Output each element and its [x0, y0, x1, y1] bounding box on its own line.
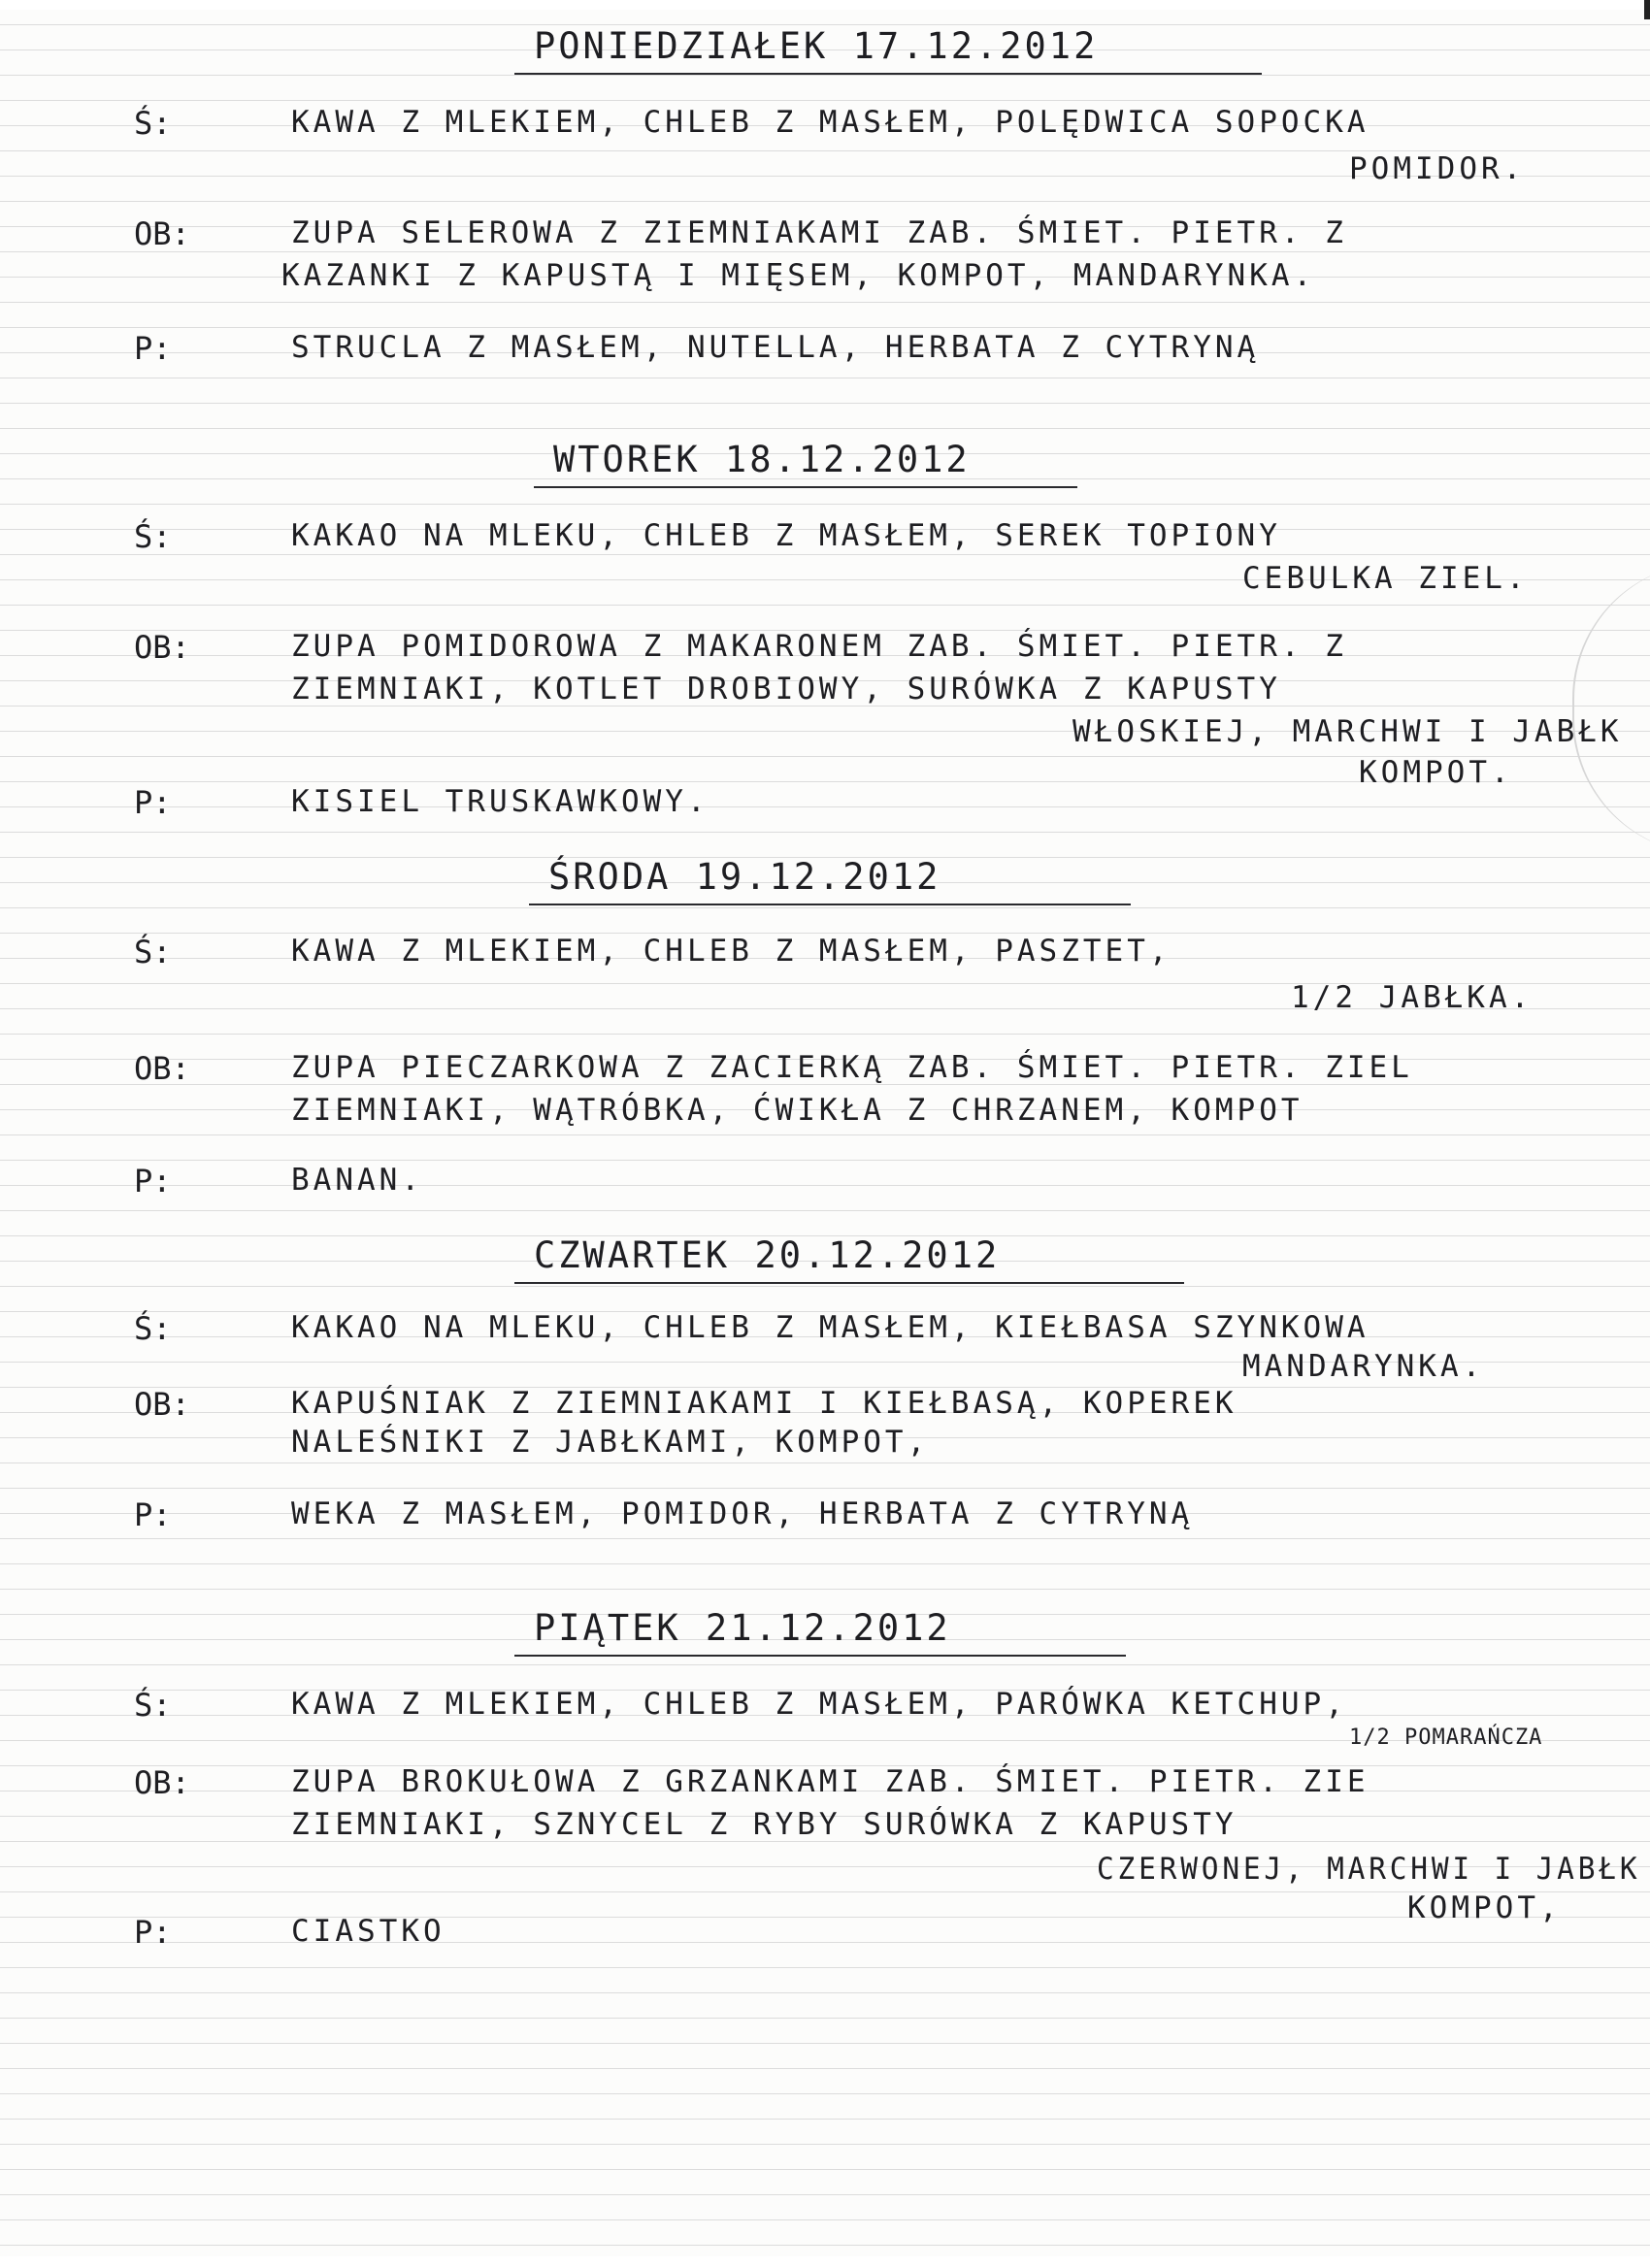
- meal-line: KAZANKI Z KAPUSTĄ I MIĘSEM, KOMPOT, MANDARYNKA.: [281, 258, 1316, 293]
- meal-line: MANDARYNKA.: [1242, 1349, 1485, 1384]
- meal-label: P:: [134, 1496, 172, 1533]
- meal-line: POMIDOR.: [1349, 151, 1526, 186]
- meal-label: OB:: [134, 1386, 190, 1423]
- meal-line: KAWA Z MLEKIEM, CHLEB Z MASŁEM, POLĘDWICA SOPOCKA: [291, 105, 1370, 140]
- meal-label: P:: [134, 1163, 172, 1200]
- meal-line: CEBULKA ZIEL.: [1242, 561, 1529, 596]
- meal-label: Ś:: [134, 1687, 172, 1724]
- meal-line: NALEŚNIKI Z JABŁKAMI, KOMPOT,: [291, 1425, 930, 1460]
- meal-line: ZUPA POMIDOROWA Z MAKARONEM ZAB. ŚMIET. PIETR. Z: [291, 629, 1347, 664]
- page-fold-crease: [1572, 563, 1650, 854]
- meal-label: Ś:: [134, 934, 172, 970]
- meal-line: ZIEMNIAKI, SZNYCEL Z RYBY SURÓWKA Z KAPUSTY: [291, 1807, 1238, 1842]
- meal-label: Ś:: [134, 518, 172, 555]
- meal-line: STRUCLA Z MASŁEM, NUTELLA, HERBATA Z CYTRYNĄ: [291, 330, 1260, 365]
- meal-line: WEKA Z MASŁEM, POMIDOR, HERBATA Z CYTRYNĄ: [291, 1496, 1194, 1531]
- day-heading: CZWARTEK 20.12.2012: [514, 1234, 1184, 1284]
- meal-line: 1/2 POMARAŃCZA: [1349, 1726, 1543, 1750]
- day-heading: PONIEDZIAŁEK 17.12.2012: [514, 25, 1262, 75]
- meal-label: P:: [134, 330, 172, 367]
- meal-line: CIASTKO: [291, 1914, 446, 1949]
- meal-line: KOMPOT,: [1407, 1890, 1562, 1925]
- meal-line: KOMPOT.: [1359, 755, 1513, 790]
- page-corner-mark: [1644, 0, 1650, 19]
- meal-label: OB:: [134, 1764, 190, 1801]
- meal-label: OB:: [134, 1050, 190, 1087]
- page-bottom-edge: [0, 2256, 1650, 2268]
- meal-line: KAPUŚNIAK Z ZIEMNIAKAMI I KIEŁBASĄ, KOPEREK: [291, 1386, 1238, 1421]
- meal-label: Ś:: [134, 1310, 172, 1347]
- meal-line: BANAN.: [291, 1163, 423, 1198]
- meal-line: ZIEMNIAKI, KOTLET DROBIOWY, SURÓWKA Z KAPUSTY: [291, 672, 1281, 707]
- meal-label: OB:: [134, 215, 190, 252]
- page-top-edge: [0, 0, 1650, 10]
- meal-label: Ś:: [134, 105, 172, 142]
- meal-line: KAWA Z MLEKIEM, CHLEB Z MASŁEM, PARÓWKA KETCHUP,: [291, 1687, 1347, 1722]
- meal-label: P:: [134, 784, 172, 821]
- meal-line: KAWA Z MLEKIEM, CHLEB Z MASŁEM, PASZTET,: [291, 934, 1172, 969]
- meal-label: P:: [134, 1914, 172, 1951]
- meal-line: ZUPA BROKUŁOWA Z GRZANKAMI ZAB. ŚMIET. PIETR. ZIE: [291, 1764, 1370, 1799]
- meal-line: KISIEL TRUSKAWKOWY.: [291, 784, 710, 819]
- meal-line: WŁOSKIEJ, MARCHWI I JABŁK: [1072, 714, 1623, 749]
- meal-label: OB:: [134, 629, 190, 666]
- meal-line: 1/2 JABŁKA.: [1291, 980, 1534, 1015]
- meal-line: ZUPA PIECZARKOWA Z ZACIERKĄ ZAB. ŚMIET. PIETR. ZIEL: [291, 1050, 1413, 1085]
- day-heading: ŚRODA 19.12.2012: [529, 856, 1131, 905]
- day-heading: WTOREK 18.12.2012: [534, 439, 1077, 488]
- day-heading: PIĄTEK 21.12.2012: [514, 1607, 1126, 1657]
- meal-line: ZIEMNIAKI, WĄTRÓBKA, ĆWIKŁA Z CHRZANEM, KOMPOT: [291, 1093, 1304, 1128]
- meal-line: KAKAO NA MLEKU, CHLEB Z MASŁEM, SEREK TOPIONY: [291, 518, 1281, 553]
- meal-line: CZERWONEJ, MARCHWI I JABŁK: [1097, 1852, 1641, 1887]
- meal-line: ZUPA SELEROWA Z ZIEMNIAKAMI ZAB. ŚMIET. PIETR. Z: [291, 215, 1347, 250]
- meal-line: KAKAO NA MLEKU, CHLEB Z MASŁEM, KIEŁBASA SZYNKOWA: [291, 1310, 1370, 1345]
